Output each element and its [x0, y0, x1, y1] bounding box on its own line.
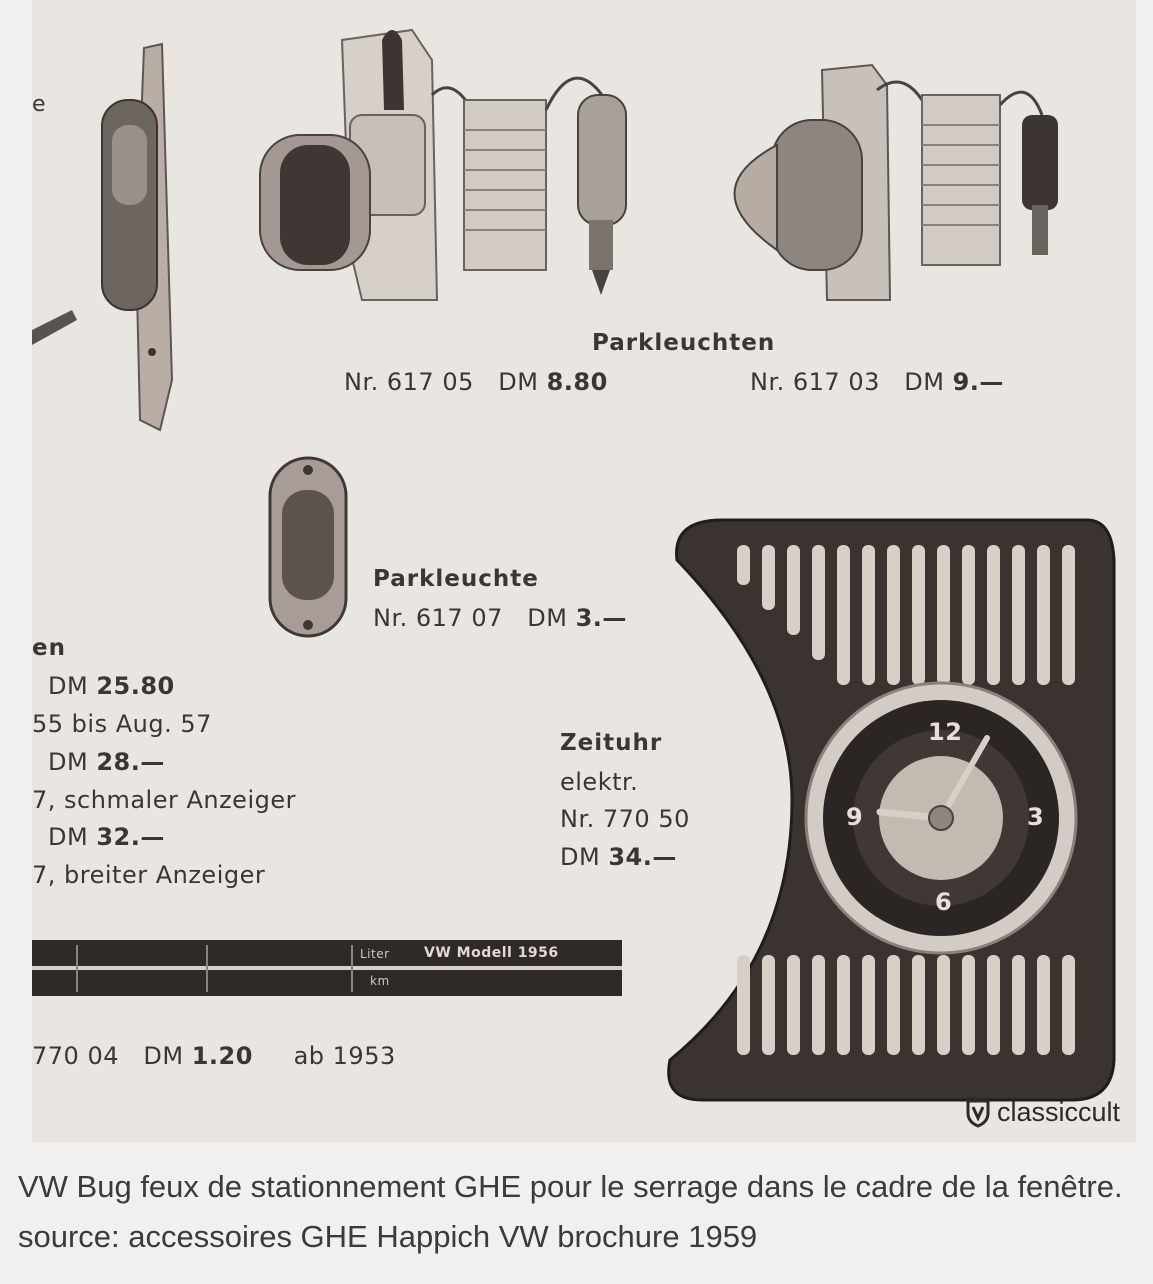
- panel-slot-bottom: [1037, 955, 1050, 1055]
- panel-slot-top: [862, 545, 875, 685]
- left-row-2: 55 bis Aug. 57: [32, 710, 212, 738]
- panel-slot-bottom: [812, 955, 825, 1055]
- bottom-item-note: ab 1953: [293, 1042, 396, 1070]
- brochure-illustrations: [32, 0, 1136, 1142]
- left-row-1-currency: DM: [48, 672, 89, 700]
- panel-slot-bottom: [737, 955, 750, 1055]
- clock-panel-illustration: [669, 520, 1114, 1100]
- bottom-item-currency: DM: [143, 1042, 184, 1070]
- gauge-model-label: VW Modell 1956: [424, 945, 559, 961]
- panel-slot-top: [1012, 545, 1025, 685]
- item-617-05-currency: DM: [498, 368, 539, 396]
- panel-slot-top: [787, 545, 800, 635]
- panel-slot-bottom: [987, 955, 1000, 1055]
- item-617-05-number: Nr. 617 05: [344, 368, 474, 396]
- item-617-07-currency: DM: [527, 604, 568, 632]
- dial-numeral-3: 3: [1027, 803, 1045, 831]
- panel-slot-top: [762, 545, 775, 610]
- item-617-07-price: 3.—: [575, 604, 627, 632]
- panel-slot-bottom: [962, 955, 975, 1055]
- item-617-05: [344, 368, 608, 396]
- item-617-03: [750, 368, 1004, 396]
- left-row-5-currency: DM: [48, 823, 89, 851]
- left-row-6: 7, breiter Anzeiger: [32, 861, 266, 889]
- left-fragment-heading: en: [32, 635, 66, 661]
- tall-side-lamp-illustration: [32, 44, 172, 430]
- dial-numeral-9: 9: [846, 803, 864, 831]
- item-617-03-number: Nr. 617 03: [750, 368, 880, 396]
- dial-numeral-12: 12: [928, 718, 963, 746]
- panel-slot-bottom: [937, 955, 950, 1055]
- bottom-item-number: 770 04: [32, 1042, 119, 1070]
- panel-slot-top: [1062, 545, 1075, 685]
- left-row-5: [48, 823, 165, 851]
- panel-slot-bottom: [1012, 955, 1025, 1055]
- item-617-03-price: 9.—: [952, 368, 1004, 396]
- left-row-5-price: 32.—: [96, 823, 165, 851]
- left-row-1-price: 25.80: [96, 672, 175, 700]
- zeituhr-price: 34.—: [608, 843, 677, 871]
- parkleuchte-heading: Parkleuchte: [373, 566, 539, 592]
- bottom-item-price: 1.20: [191, 1042, 253, 1070]
- item-617-07: [373, 604, 627, 632]
- item-617-07-number: Nr. 617 07: [373, 604, 503, 632]
- left-row-3-price: 28.—: [96, 748, 165, 776]
- panel-slot-top: [837, 545, 850, 685]
- panel-slot-top: [937, 545, 950, 685]
- left-row-4: 7, schmaler Anzeiger: [32, 786, 296, 814]
- panel-slot-bottom: [862, 955, 875, 1055]
- parking-lamp-617-05-illustration: [260, 30, 626, 300]
- item-617-03-currency: DM: [904, 368, 945, 396]
- dial-numeral-6: 6: [935, 888, 953, 916]
- left-row-3-currency: DM: [48, 748, 89, 776]
- watermark-brand: classiccult: [996, 1097, 1120, 1127]
- panel-slot-top: [912, 545, 925, 685]
- panel-slot-bottom: [787, 955, 800, 1055]
- left-row-3: [48, 748, 165, 776]
- panel-slot-top: [987, 545, 1000, 685]
- panel-slot-top: [962, 545, 975, 685]
- panel-slot-bottom: [887, 955, 900, 1055]
- panel-slot-bottom: [1062, 955, 1075, 1055]
- item-617-05-price: 8.80: [546, 368, 608, 396]
- parking-lamp-617-07-illustration: [270, 458, 346, 636]
- left-fragment-letter: e: [32, 92, 47, 117]
- panel-slot-top: [812, 545, 825, 660]
- panel-slot-bottom: [762, 955, 775, 1055]
- zeituhr-price-line: [560, 843, 677, 871]
- parkleuchten-heading: Parkleuchten: [592, 330, 776, 356]
- zeituhr-heading: Zeituhr: [560, 730, 663, 756]
- zeituhr-type: elektr.: [560, 768, 639, 796]
- parking-lamp-617-03-illustration: [735, 65, 1059, 300]
- left-row-1: [48, 672, 175, 700]
- image-caption: VW Bug feux de stationnement GHE pour le serrage dans le cadre de la fenêtre. source: accessoires GHE Happich VW brochure 1959: [18, 1169, 1123, 1254]
- zeituhr-currency: DM: [560, 843, 601, 871]
- panel-slot-bottom: [837, 955, 850, 1055]
- bottom-item: [32, 1042, 396, 1070]
- zeituhr-number: Nr. 770 50: [560, 805, 690, 833]
- classiccult-watermark: [965, 1097, 1120, 1128]
- gauge-liter-label: Liter: [360, 947, 390, 961]
- brochure-photo: [32, 0, 1136, 1142]
- gauge-km-label: km: [370, 974, 390, 988]
- panel-slot-bottom: [912, 955, 925, 1055]
- panel-slot-top: [887, 545, 900, 685]
- panel-slot-top: [737, 545, 750, 585]
- shield-v-icon: [965, 1098, 991, 1128]
- panel-slot-top: [1037, 545, 1050, 685]
